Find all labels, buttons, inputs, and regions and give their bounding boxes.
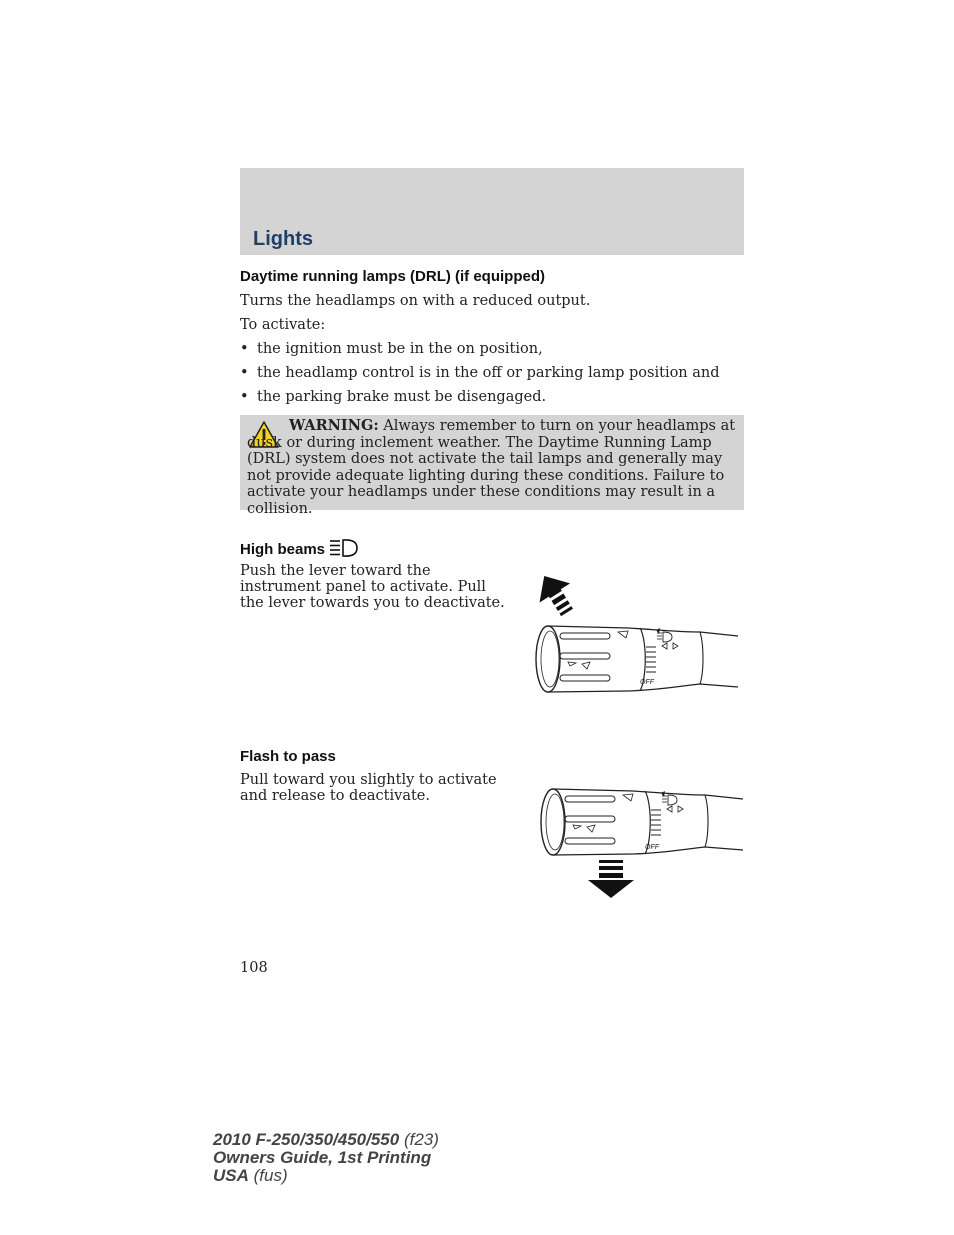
drl-activate-label: To activate: — [240, 317, 326, 333]
high-beam-icon — [329, 538, 359, 558]
lever-push-illustration — [510, 570, 745, 695]
page-number: 108 — [240, 960, 268, 976]
section-header-band — [240, 168, 744, 255]
section-title: Lights — [253, 228, 313, 250]
footer-line-2: Owners Guide, 1st Printing — [213, 1148, 432, 1167]
footer-line-3: USA (fus) — [213, 1166, 288, 1185]
warning-text — [247, 418, 737, 517]
bullet-icon: • — [240, 341, 249, 357]
warning-box — [240, 415, 744, 517]
list-item: • the ignition must be in the on position, — [240, 341, 543, 357]
high-beams-heading: High beams — [240, 538, 359, 558]
lever-off-label: OFF — [640, 679, 654, 686]
warning-body: Always remember to turn on your headlamps at dusk or during inclement weather. The Daytime Running Lamp (DRL) system does not activate the tail lamps and generally may not provide adequate lighting during these conditions. Failure to activate your headlamps under these conditions may result in a collision. — [247, 418, 736, 517]
warning-label: WARNING: — [289, 417, 379, 434]
flash-to-pass-heading: Flash to pass — [240, 748, 336, 765]
footer — [213, 1131, 439, 1185]
high-beams-text: Push the lever toward the instrument panel to activate. Pull the lever towards you to deactivate. — [240, 563, 505, 611]
bullet-icon: • — [240, 389, 249, 405]
list-item: • the parking brake must be disengaged. — [240, 389, 547, 405]
flash-to-pass-text: Pull toward you slightly to activate and release to deactivate. — [240, 772, 497, 804]
lever-off-label: OFF — [645, 844, 659, 851]
bullet-icon: • — [240, 365, 249, 381]
drl-intro: Turns the headlamps on with a reduced output. — [240, 293, 591, 309]
drl-heading: Daytime running lamps (DRL) (if equipped) — [240, 268, 546, 285]
lever-pull-illustration — [515, 785, 745, 903]
list-item: • the headlamp control is in the off or parking lamp position and — [240, 365, 720, 381]
footer-line-1: 2010 F-250/350/450/550 (f23) — [213, 1130, 439, 1149]
